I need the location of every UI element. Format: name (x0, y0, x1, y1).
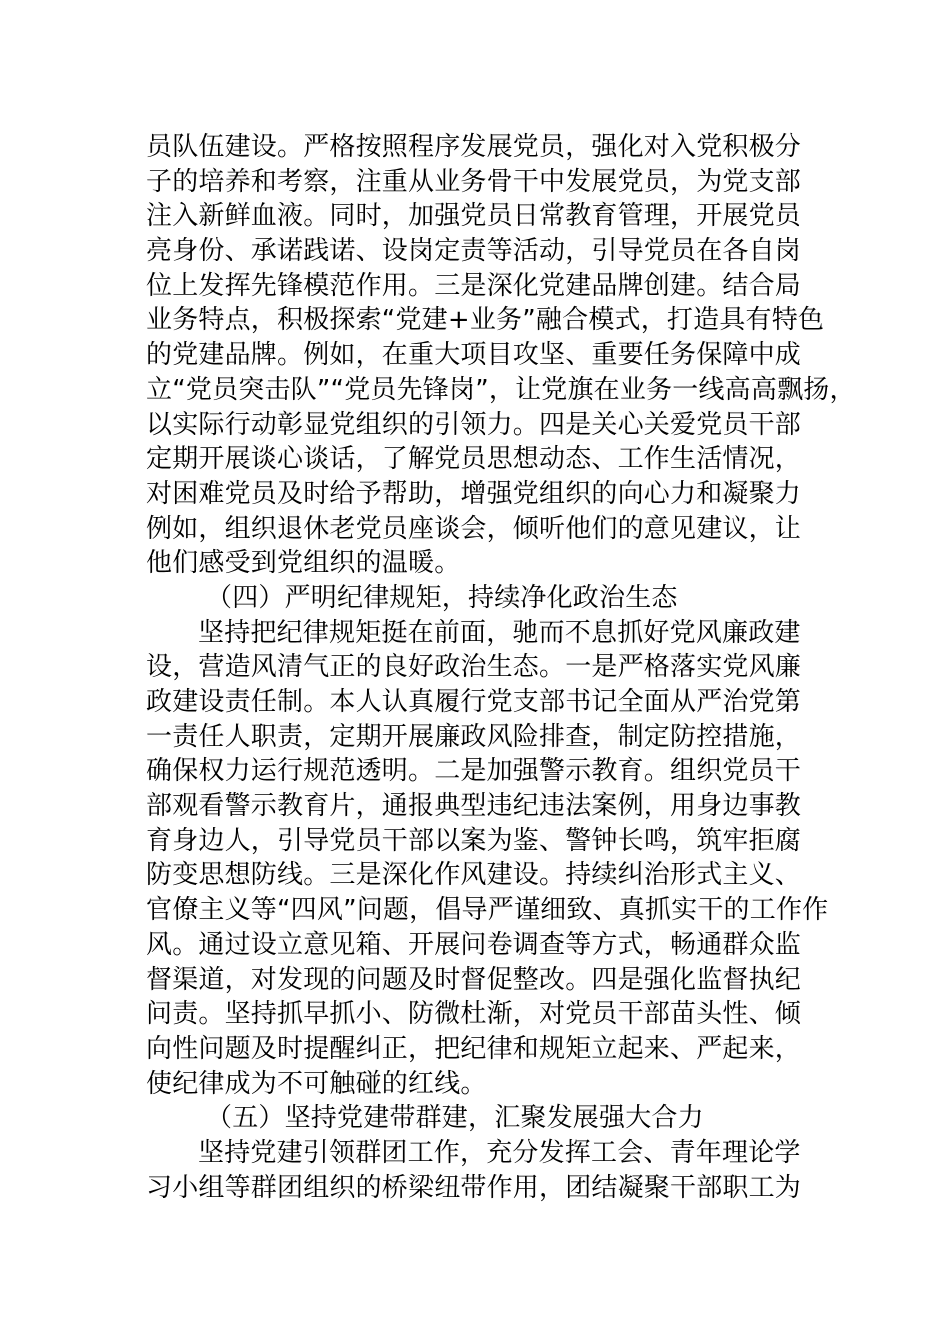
text-line: 育身边人，引导党员干部以案为鉴、警钟长鸣，筑牢拒腐 (146, 825, 802, 856)
text-line: 一责任人职责，定期开展廉政风险排查，制定防控措施， (146, 721, 802, 752)
text-line: 位上发挥先锋模范作用。三是深化党建品牌创建。结合局 (146, 270, 802, 301)
text-line: 督渠道，对发现的问题及时督促整改。四是强化监督执纪 (146, 964, 802, 995)
text-line: 子的培养和考察，注重从业务骨干中发展党员，为党支部 (146, 166, 802, 197)
text-line: 设，营造风清气正的良好政治生态。一是严格落实党风廉 (146, 652, 802, 683)
paragraph-start: 坚持党建引领群团工作，充分发挥工会、青年理论学 (198, 1137, 801, 1168)
text-line: 亮身份、承诺践诺、设岗定责等活动，引导党员在各自岗 (146, 236, 802, 267)
text-line: 他们感受到党组织的温暖。 (146, 548, 461, 579)
paragraph-start: 坚持把纪律规矩挺在前面，驰而不息抓好党风廉政建 (198, 617, 801, 648)
section-heading-4: （四）严明纪律规矩，持续净化政治生态 (206, 582, 678, 613)
text-line: 问责。坚持抓早抓小、防微杜渐，对党员干部苗头性、倾 (146, 999, 802, 1030)
text-line: 定期开展谈心谈话，了解党员思想动态、工作生活情况， (146, 444, 802, 475)
text-line: 业务特点，积极探索“党建+业务”融合模式，打造具有特色 (146, 305, 825, 336)
text-line: 员队伍建设。严格按照程序发展党员，强化对入党积极分 (146, 132, 802, 162)
text-line: 使纪律成为不可触碰的红线。 (146, 1068, 487, 1099)
text-line: 部观看警示教育片，通报典型违纪违法案例，用身边事教 (146, 791, 802, 822)
text-line: 注入新鲜血液。同时，加强党员日常教育管理，开展党员 (146, 201, 802, 232)
text-line: 政建设责任制。本人认真履行党支部书记全面从严治党第 (146, 687, 802, 717)
section-heading-5: （五）坚持党建带群建，汇聚发展强大合力 (206, 1103, 704, 1134)
text-line: 立“党员突击队”“党员先锋岗”，让党旗在业务一线高高飘扬， (146, 374, 856, 405)
text-line: 防变思想防线。三是深化作风建设。持续纠治形式主义、 (146, 860, 802, 891)
text-line: 官僚主义等“四风”问题，倡导严谨细致、真抓实干的工作作 (146, 895, 829, 926)
text-line: 的党建品牌。例如，在重大项目攻坚、重要任务保障中成 (146, 340, 802, 371)
text-line: 以实际行动彰显党组织的引领力。四是关心关爱党员干部 (146, 409, 802, 440)
text-line: 向性问题及时提醒纠正，把纪律和规矩立起来、严起来， (146, 1033, 802, 1064)
text-line: 对困难党员及时给予帮助，增强党组织的向心力和凝聚力 (146, 478, 802, 509)
text-line: 例如，组织退休老党员座谈会，倾听他们的意见建议，让 (146, 513, 802, 544)
text-line: 习小组等群团组织的桥梁纽带作用，团结凝聚干部职工为 (146, 1172, 802, 1203)
text-line: 确保权力运行规范透明。二是加强警示教育。组织党员干 (146, 756, 802, 787)
text-line: 风。通过设立意见箱、开展问卷调查等方式，畅通群众监 (146, 929, 802, 960)
document-text (146, 130, 856, 1205)
